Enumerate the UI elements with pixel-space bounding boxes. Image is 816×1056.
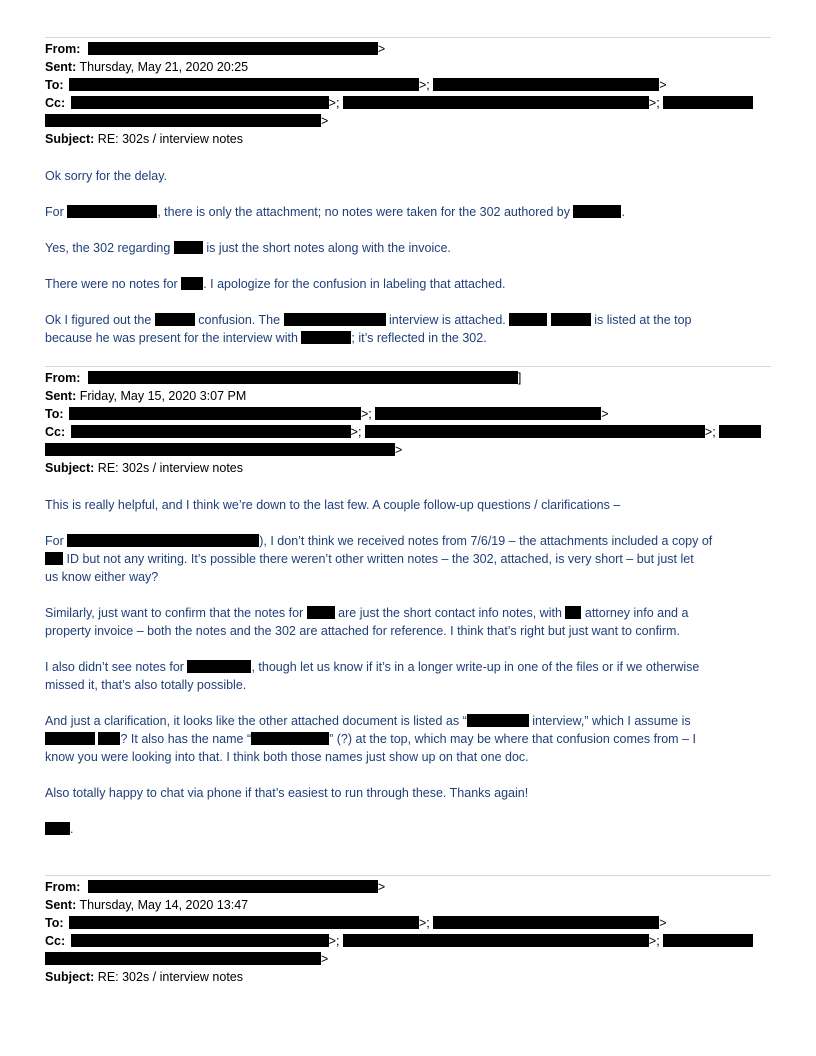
subject-line — [45, 460, 243, 477]
subject-label: Subject: — [45, 970, 95, 984]
subject-value: RE: 302s / interview notes — [97, 461, 244, 475]
redaction — [98, 732, 120, 745]
subject-label: Subject: — [45, 461, 95, 475]
text: . — [70, 822, 74, 836]
from-line: From: > — [45, 42, 386, 56]
redaction — [69, 78, 419, 91]
redaction — [365, 425, 705, 438]
text: property invoice – both the notes and the 302 are attached for reference. I think that’s right but just want to confirm. — [45, 624, 680, 638]
redaction — [663, 934, 753, 947]
text: is just the short notes along with the invoice. — [206, 241, 451, 255]
to-line: To: >; > — [45, 78, 667, 92]
body-paragraph — [45, 275, 771, 293]
text: Also totally happy to chat via phone if that’s easiest to run through these. Thanks again! — [45, 786, 529, 800]
redaction — [181, 277, 203, 290]
signature — [45, 820, 771, 838]
text: ), I don’t think we received notes from 7/6/19 – the attachments included a copy of — [259, 534, 713, 548]
header-divider — [45, 37, 771, 38]
redaction — [88, 371, 518, 384]
text: This is really helpful, and I think we’re down to the last few. A couple follow-up questions / clarifications – — [45, 498, 621, 512]
redaction — [573, 205, 621, 218]
redaction — [88, 42, 378, 55]
cc-label: Cc: — [45, 425, 66, 439]
sent-label: Sent: — [45, 389, 77, 403]
text: Ok I figured out the — [45, 313, 152, 327]
text: For — [45, 534, 64, 548]
redaction — [187, 660, 251, 673]
redaction — [663, 96, 753, 109]
from-label: From: — [45, 42, 81, 56]
body-paragraph — [45, 784, 771, 802]
sent-label: Sent: — [45, 60, 77, 74]
sent-label: Sent: — [45, 898, 77, 912]
redaction — [69, 916, 419, 929]
body-paragraph — [45, 239, 771, 257]
redaction — [69, 407, 361, 420]
text: . — [621, 205, 625, 219]
redaction — [71, 425, 351, 438]
redaction — [45, 732, 95, 745]
sent-line — [45, 388, 246, 405]
redaction — [375, 407, 601, 420]
redaction — [433, 916, 659, 929]
body-paragraph — [45, 712, 771, 766]
from-label: From: — [45, 880, 81, 894]
text: And just a clarification, it looks like the other attached document is listed as “ — [45, 714, 467, 728]
cc-line-cont: > — [45, 951, 328, 968]
to-label: To: — [45, 916, 64, 930]
to-line: To: >; > — [45, 407, 609, 421]
from-line: From: > — [45, 880, 386, 894]
text: are just the short contact info notes, with — [338, 606, 562, 620]
text: us know either way? — [45, 570, 159, 584]
redaction — [343, 934, 649, 947]
cc-line-cont: > — [45, 442, 402, 459]
text: . I apologize for the confusion in labeling that attached. — [203, 277, 506, 291]
text: know you were looking into that. I think both those names just show up on that one doc. — [45, 750, 529, 764]
sent-line — [45, 897, 248, 914]
body-paragraph — [45, 532, 771, 586]
cc-line: Cc: >; >; — [45, 424, 761, 441]
text: ID but not any writing. It’s possible there weren’t other written notes – the 302, attached, is very short – but just let — [66, 552, 694, 566]
text: confusion. The — [198, 313, 281, 327]
redaction — [509, 313, 547, 326]
redaction — [45, 952, 321, 965]
header-divider — [45, 875, 771, 876]
sent-value: Friday, May 15, 2020 3:07 PM — [79, 389, 247, 403]
sent-value: Thursday, May 21, 2020 20:25 — [79, 60, 249, 74]
text: Ok sorry for the delay. — [45, 169, 168, 183]
body-paragraph — [45, 311, 771, 347]
subject-value: RE: 302s / interview notes — [97, 970, 244, 984]
body-paragraph — [45, 203, 771, 221]
redaction — [45, 114, 321, 127]
text: interview is attached. — [389, 313, 506, 327]
redaction — [67, 534, 259, 547]
text: For — [45, 205, 64, 219]
sent-line — [45, 59, 248, 76]
redaction — [307, 606, 335, 619]
text: is listed at the top — [594, 313, 692, 327]
redaction — [301, 331, 351, 344]
text: Similarly, just want to confirm that the notes for — [45, 606, 304, 620]
subject-line — [45, 131, 243, 148]
header-divider — [45, 366, 771, 367]
body-paragraph — [45, 658, 771, 694]
body-paragraph — [45, 496, 771, 514]
redaction — [155, 313, 195, 326]
cc-line: Cc: >; >; — [45, 95, 753, 112]
text: missed it, that’s also totally possible. — [45, 678, 247, 692]
redaction — [71, 934, 329, 947]
redaction — [343, 96, 649, 109]
text: I also didn’t see notes for — [45, 660, 184, 674]
redaction — [174, 241, 203, 254]
text: attorney info and a — [584, 606, 689, 620]
redaction — [551, 313, 591, 326]
to-line: To: >; > — [45, 916, 667, 930]
to-label: To: — [45, 407, 64, 421]
cc-label: Cc: — [45, 96, 66, 110]
redaction — [45, 552, 63, 565]
text: , though let us know if it’s in a longer write-up in one of the files or if we otherwise — [251, 660, 700, 674]
redaction — [251, 732, 329, 745]
body-paragraph — [45, 167, 771, 185]
cc-line: Cc: >; >; — [45, 933, 753, 950]
from-label: From: — [45, 371, 81, 385]
text: because he was present for the interview with — [45, 331, 298, 345]
redaction — [45, 822, 70, 835]
text: ” (?) at the top, which may be where that confusion comes from – I — [329, 732, 696, 746]
text: ? It also has the name “ — [120, 732, 252, 746]
redaction — [45, 443, 395, 456]
redaction — [467, 714, 529, 727]
subject-label: Subject: — [45, 132, 95, 146]
redaction — [433, 78, 659, 91]
body-paragraph — [45, 604, 771, 640]
subject-value: RE: 302s / interview notes — [97, 132, 244, 146]
redaction — [67, 205, 157, 218]
text: interview,” which I assume is — [532, 714, 691, 728]
to-label: To: — [45, 78, 64, 92]
subject-line — [45, 969, 243, 986]
cc-line-cont: > — [45, 113, 328, 130]
from-line: From: ] — [45, 371, 522, 385]
redaction — [71, 96, 329, 109]
text: There were no notes for — [45, 277, 178, 291]
redaction — [284, 313, 386, 326]
redaction — [719, 425, 761, 438]
redaction — [88, 880, 378, 893]
text: Yes, the 302 regarding — [45, 241, 171, 255]
sent-value: Thursday, May 14, 2020 13:47 — [79, 898, 249, 912]
redaction — [565, 606, 581, 619]
text: , there is only the attachment; no notes were taken for the 302 authored by — [157, 205, 570, 219]
cc-label: Cc: — [45, 934, 66, 948]
text: ; it’s reflected in the 302. — [351, 331, 487, 345]
